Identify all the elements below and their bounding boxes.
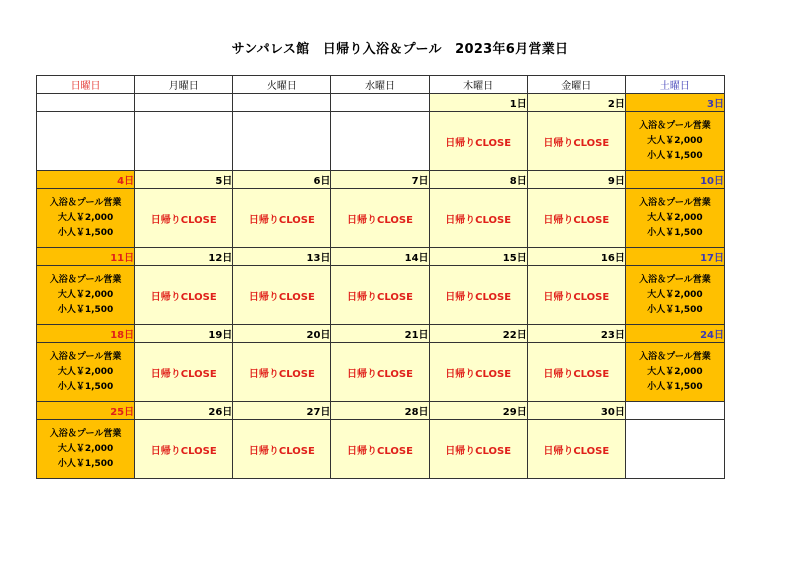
open-title-label: 入浴＆プール営業 [49,274,122,285]
adult-price-label: 大人￥2,000 [647,135,703,146]
day-cell [527,189,625,248]
day-number: 12日 [135,248,233,266]
date-number-row [37,171,725,189]
day-cell [135,112,233,171]
child-price-label: 小人￥1,500 [647,150,703,161]
adult-price-label: 大人￥2,000 [57,212,114,223]
closed-label: 日帰りCLOSE [543,291,610,303]
day-cell [429,420,527,479]
day-cell [429,112,527,171]
day-cell [429,266,527,325]
day-number: 7日 [331,171,429,189]
closed-label: 日帰りCLOSE [150,445,217,457]
closed-label: 日帰りCLOSE [543,214,610,226]
day-number: 27日 [233,402,331,420]
closed-label: 日帰りCLOSE [347,214,413,226]
day-cell [527,420,625,479]
day-cell [233,420,331,479]
day-cell [37,343,135,402]
day-number: 14日 [331,248,429,266]
status-row [37,343,725,402]
day-cell [135,189,233,248]
day-cell [37,112,135,171]
closed-label: 日帰りCLOSE [445,137,512,149]
day-number: 6日 [233,171,331,189]
day-number: 21日 [331,325,429,343]
adult-price-label: 大人￥2,000 [647,289,703,300]
weekday-header-friday: 金曜日 [527,76,625,94]
day-cell [233,266,331,325]
weekday-header-saturday: 土曜日 [625,76,724,94]
closed-label: 日帰りCLOSE [150,214,217,226]
closed-label: 日帰りCLOSE [248,368,315,380]
closed-label: 日帰りCLOSE [248,291,315,303]
status-row [37,112,725,171]
day-number [37,94,135,112]
closed-label: 日帰りCLOSE [347,368,413,380]
day-number: 26日 [135,402,233,420]
day-cell [233,343,331,402]
day-cell [331,112,429,171]
day-cell [331,420,429,479]
day-cell [135,266,233,325]
closed-label: 日帰りCLOSE [347,445,413,457]
child-price-label: 小人￥1,500 [57,227,114,238]
weekday-header-wednesday: 水曜日 [331,76,429,94]
day-cell [331,266,429,325]
day-number: 9日 [527,171,625,189]
day-cell [37,266,135,325]
day-cell [135,343,233,402]
day-number: 2日 [527,94,625,112]
day-number: 17日 [625,248,724,266]
day-cell [625,266,724,325]
closed-label: 日帰りCLOSE [150,291,217,303]
child-price-label: 小人￥1,500 [57,381,114,392]
day-number [135,94,233,112]
closed-label: 日帰りCLOSE [543,137,610,149]
closed-label: 日帰りCLOSE [445,445,512,457]
day-number: 29日 [429,402,527,420]
open-title-label: 入浴＆プール営業 [639,120,711,131]
page-title: サンパレス館 日帰り入浴＆プール 2023年6月営業日 [231,42,569,57]
day-number: 8日 [429,171,527,189]
day-number: 30日 [527,402,625,420]
day-cell [527,266,625,325]
adult-price-label: 大人￥2,000 [647,212,703,223]
day-number: 25日 [37,402,135,420]
day-cell [331,343,429,402]
open-title-label: 入浴＆プール営業 [49,351,122,362]
day-number [233,94,331,112]
status-row [37,266,725,325]
day-number: 13日 [233,248,331,266]
day-number: 4日 [37,171,135,189]
day-cell [625,420,724,479]
day-number: 1日 [429,94,527,112]
day-cell [233,189,331,248]
day-cell [135,420,233,479]
date-number-row [37,325,725,343]
date-number-row [37,94,725,112]
adult-price-label: 大人￥2,000 [57,443,114,454]
day-number: 10日 [625,171,724,189]
day-number: 11日 [37,248,135,266]
weekday-header-monday: 月曜日 [135,76,233,94]
open-title-label: 入浴＆プール営業 [639,351,711,362]
calendar-table [36,75,725,479]
weekday-header-thursday: 木曜日 [429,76,527,94]
date-number-row [37,248,725,266]
child-price-label: 小人￥1,500 [647,381,703,392]
status-row [37,420,725,479]
closed-label: 日帰りCLOSE [248,214,315,226]
day-number: 23日 [527,325,625,343]
child-price-label: 小人￥1,500 [57,304,114,315]
day-cell [527,343,625,402]
weekday-header-tuesday: 火曜日 [233,76,331,94]
child-price-label: 小人￥1,500 [647,227,703,238]
closed-label: 日帰りCLOSE [445,214,512,226]
calendar-body [37,94,725,479]
day-number [331,94,429,112]
open-title-label: 入浴＆プール営業 [639,197,711,208]
day-number: 24日 [625,325,724,343]
status-row [37,189,725,248]
day-number: 15日 [429,248,527,266]
closed-label: 日帰りCLOSE [543,368,610,380]
closed-label: 日帰りCLOSE [543,445,610,457]
day-cell [429,189,527,248]
day-number: 16日 [527,248,625,266]
day-number: 22日 [429,325,527,343]
day-number: 20日 [233,325,331,343]
open-title-label: 入浴＆プール営業 [639,274,711,285]
day-number [625,402,724,420]
closed-label: 日帰りCLOSE [150,368,217,380]
open-title-label: 入浴＆プール営業 [49,428,122,439]
child-price-label: 小人￥1,500 [647,304,703,315]
day-cell [331,189,429,248]
closed-label: 日帰りCLOSE [347,291,413,303]
day-cell [37,420,135,479]
adult-price-label: 大人￥2,000 [57,289,114,300]
weekday-header-row [37,76,725,94]
day-number: 28日 [331,402,429,420]
child-price-label: 小人￥1,500 [57,458,114,469]
open-title-label: 入浴＆プール営業 [49,197,122,208]
day-cell [233,112,331,171]
day-cell [625,189,724,248]
closed-label: 日帰りCLOSE [445,291,512,303]
date-number-row [37,402,725,420]
day-cell [527,112,625,171]
day-number: 5日 [135,171,233,189]
day-cell [625,112,724,171]
day-cell [625,343,724,402]
day-cell [37,189,135,248]
day-number: 18日 [37,325,135,343]
closed-label: 日帰りCLOSE [445,368,512,380]
weekday-header-sunday: 日曜日 [37,76,135,94]
adult-price-label: 大人￥2,000 [57,366,114,377]
closed-label: 日帰りCLOSE [248,445,315,457]
day-cell [429,343,527,402]
adult-price-label: 大人￥2,000 [647,366,703,377]
day-number: 19日 [135,325,233,343]
day-number: 3日 [625,94,724,112]
